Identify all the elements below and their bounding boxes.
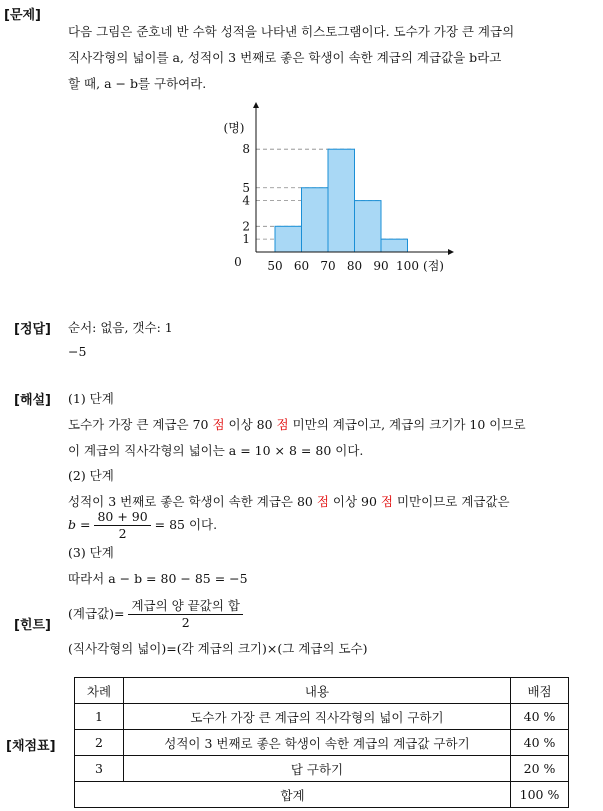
header-order: 차례 (75, 678, 124, 704)
step3-title: (3) 단계 (68, 545, 114, 560)
row-points: 40 % (511, 704, 569, 730)
hint-frac-den: 2 (181, 615, 190, 630)
row-points: 40 % (511, 730, 569, 756)
row-order: 2 (75, 730, 124, 756)
x-tick-label-70: 70 (320, 259, 336, 273)
histogram-bar-70-80 (328, 149, 355, 252)
x-tick-label-80: 80 (346, 259, 363, 273)
step2-line-1 (68, 492, 510, 510)
step2-frac-rhs: = 85 이다. (154, 517, 218, 532)
problem-line-1: 다음 그림은 준호네 반 수학 성적을 나타낸 히스토그램이다. 도수가 가장 큰 계급의 (68, 24, 515, 39)
y-axis-arrow (253, 102, 259, 108)
x-tick-label-100: 100 (396, 259, 419, 273)
hint-lhs: (계급값)= (68, 606, 125, 621)
histogram-bar-80-90 (355, 201, 382, 252)
scoring-table (74, 677, 569, 808)
x-axis-arrow (448, 249, 454, 255)
table-row (75, 756, 569, 782)
y-tick-label-4: 4 (242, 193, 250, 208)
step1-unit-1: 점 (212, 417, 225, 432)
step2-fraction-line (68, 509, 217, 542)
table-row (75, 730, 569, 756)
answer-value: −5 (68, 344, 87, 359)
problem-line-3: 할 때, a − b를 구하여라. (68, 76, 207, 91)
step2-text-a: 성적이 3 번째로 좋은 학생이 속한 계급은 80 (68, 494, 317, 509)
scoring-total-row (75, 782, 569, 808)
y-axis-label: (명) (223, 121, 245, 135)
histogram-bar-90-100 (381, 239, 408, 252)
row-content: 성적이 3 번째로 좋은 학생이 속한 계급의 계급값 구하기 (123, 730, 510, 756)
step2-fraction (94, 509, 150, 542)
x-tick-label-50: 50 (267, 259, 283, 273)
scoring-label: [채점표] (6, 739, 56, 754)
problem-line-2: 직사각형의 넓이를 a, 성적이 3 번째로 좋은 학생이 속한 계급의 계급값을 b라고 (68, 50, 502, 65)
step3-line: 따라서 a − b = 80 − 85 = −5 (68, 571, 248, 586)
step1-text-a: 도수가 가장 큰 계급은 70 (68, 417, 213, 432)
header-points: 배점 (511, 678, 569, 704)
y-tick-label-8: 8 (242, 142, 250, 157)
row-points: 20 % (511, 756, 569, 782)
total-value: 100 % (511, 782, 569, 808)
hint-frac-num: 계급의 양 끝값의 합 (128, 598, 243, 615)
hint-line-1 (68, 598, 243, 631)
solution-label: [해설] (14, 393, 51, 408)
problem-label: [문제] (4, 8, 41, 23)
step2-unit-2: 점 (380, 494, 393, 509)
step2-unit-1: 점 (316, 494, 329, 509)
hint-label: [힌트] (14, 618, 51, 633)
step2-text-b: 이상 90 (328, 494, 381, 509)
histogram-bar-60-70 (302, 188, 329, 252)
step2-frac-den: 2 (118, 526, 127, 541)
hint-fraction (128, 598, 243, 631)
answer-line-1: 순서: 없음, 갯수: 1 (68, 320, 173, 335)
step1-title: (1) 단계 (68, 391, 114, 406)
x-tick-label-90: 90 (373, 259, 389, 273)
step1-text-b: 이상 80 (224, 417, 277, 432)
step1-unit-2: 점 (276, 417, 289, 432)
step2-frac-num: 80 + 90 (94, 509, 150, 526)
table-row (75, 704, 569, 730)
step1-line-2: 이 계급의 직사각형의 넓이는 a = 10 × 8 = 80 이다. (68, 443, 364, 458)
row-order: 1 (75, 704, 124, 730)
step2-title: (2) 단계 (68, 468, 114, 483)
origin-label: 0 (234, 255, 242, 269)
row-content: 답 구하기 (123, 756, 510, 782)
step2-text-c: 미만이므로 계급값은 (393, 494, 510, 509)
step1-text-c: 미만의 계급이고, 계급의 크기가 10 이므로 (288, 417, 526, 432)
hint-line-2: (직사각형의 넓이)=(각 계급의 크기)×(그 계급의 도수) (68, 641, 368, 656)
histogram-bar-50-60 (275, 226, 302, 252)
scoring-header-row (75, 678, 569, 704)
step2-frac-lhs: b = (68, 517, 91, 532)
histogram-chart (200, 100, 470, 285)
header-content: 내용 (123, 678, 510, 704)
x-tick-label-60: 60 (293, 259, 310, 273)
answer-label: [정답] (14, 322, 51, 337)
total-label: 합계 (75, 782, 511, 808)
y-tick-label-2: 2 (242, 219, 250, 234)
x-axis-label: (점) (423, 259, 444, 273)
y-tick-label-5: 5 (242, 180, 250, 195)
row-content: 도수가 가장 큰 계급의 직사각형의 넓이 구하기 (123, 704, 510, 730)
row-order: 3 (75, 756, 124, 782)
y-tick-label-1: 1 (242, 232, 250, 247)
step1-line-1 (68, 415, 526, 433)
